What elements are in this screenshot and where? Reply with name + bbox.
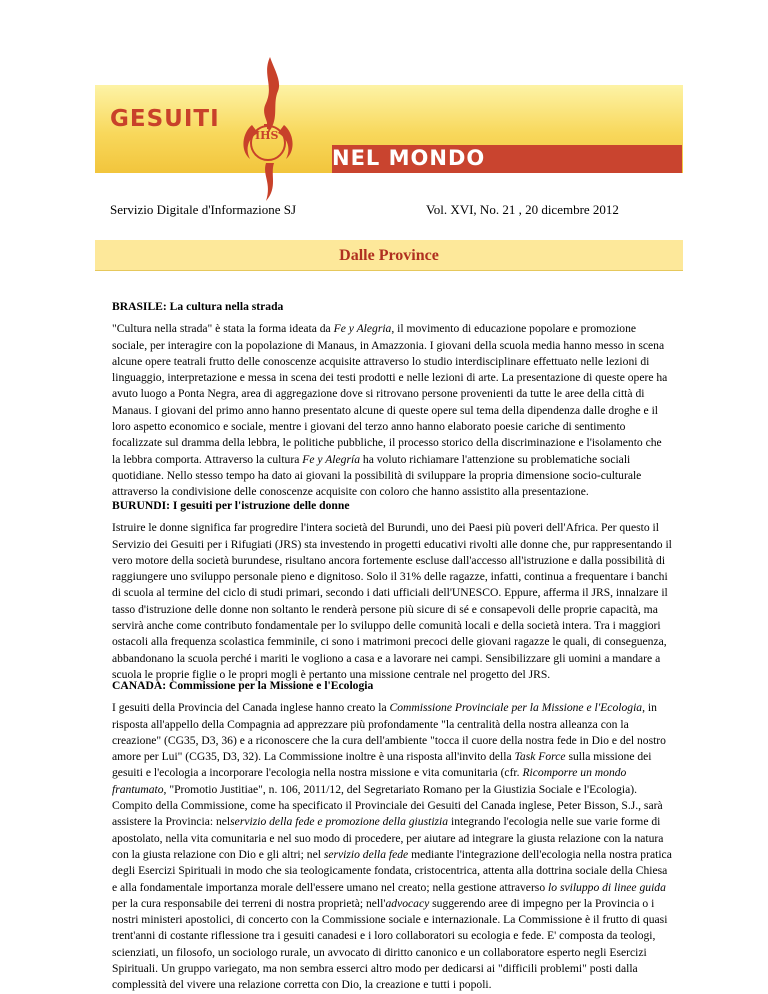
service-name: Servizio Digitale d'Informazione SJ — [110, 202, 297, 217]
article-body: Istruire le donne significa far progredire l'intera società del Burundi, uno dei Paesi più poveri dell'Africa. Per questo il Servizio dei Gesuiti per i Rifugiati (JRS) sta investendo in progetti educativi rivolti alle donne che, pur rappresentando il vero motore della società burundese, risultano ancora fortemente escluse dall'accesso all'istruzione e dalla possibilità di raggiungere uno sviluppo personale pieno e dignitoso. Solo il 31% delle ragazze, infatti, continua a frequentare i banchi di scuola al termine del ciclo di studi primari, secondo i dati ufficiali dell'UNESCO. Eppure, afferma il JRS, innalzare il tasso d'istruzione delle donne non soltanto le renderà persone più sicure di sé e consapevoli delle proprie capacità, ma servirà anche come contributo fondamentale per lo sviluppo delle comunità locali e della società intera. Tra i maggiori ostacoli alla frequenza scolastica femminile, ci sono i matrimoni precoci delle giovani ragazze le quali, di conseguenza, abbandonano la scuola perché i mariti le vogliono a casa e a lavorare nei campi. Sensibilizzare gli uomini a mandare a scuola le proprie figlie o le propri mogli è pertanto una missione centrale nel progetto del JRS. — [112, 521, 672, 681]
ihs-seal-text: IHS — [255, 129, 279, 142]
article-burundi — [112, 498, 672, 683]
article-canada — [112, 678, 672, 994]
brand-nel-mondo-box — [332, 145, 682, 173]
article-title: BURUNDI: I gesuiti per l'istruzione delle donne — [112, 499, 350, 512]
issue-info: Vol. XVI, No. 21 , 20 dicembre 2012 — [426, 202, 619, 217]
brand-nel-mondo: NEL MONDO — [332, 146, 486, 170]
article-brasile — [112, 299, 672, 501]
article-title: CANADA: Commissione per la Missione e l'Ecologia — [112, 679, 374, 692]
section-header — [95, 240, 683, 271]
article-body: "Cultura nella strada" è stata la forma ideata da Fe y Alegria, il movimento di educazione popolare e promozione sociale, per interagire con la popolazione di Manaus, in Amazzonia. I giovani della scuola media hanno messo in scena alcune opere teatrali frutto delle conoscenze acquisite attraverso lo studio interdisciplinare effettuato nelle lezioni di linguaggio, interpretazione e messa in scena dei testi prodotti e nelle lezioni di arte. La presentazione di queste opere ha avuto luogo a Ponta Negra, area di aggregazione dove si ritrovano persone provenienti da tutte le aree della città di Manaus. I giovani del primo anno hanno presentato alcune di queste opere sul tema della dipendenza dalle droghe e il loro aspetto economico e sociale, mentre i giovani del terzo anno hanno elaborato poesie cariche di sentimento focalizzate sul dramma della lebbra, le politiche pubbliche, il processo storico della discriminazione e l'isolamento che la lebbra comporta. Attraverso la cultura Fe y Alegría ha voluto richiamare l'attenzione su problematiche sociali quotidiane. Nello stesso tempo ha dato ai giovani la possibilità di sviluppare la propria dimensione socio-culturale attraverso la condivisione delle conoscenze acquisite con coloro che hanno assistito alla presentazione. — [112, 322, 668, 499]
article-title: BRASILE: La cultura nella strada — [112, 300, 284, 313]
section-title: Dalle Province — [339, 247, 439, 264]
article-body: I gesuiti della Provincia del Canada inglese hanno creato la Commissione Provinciale per la Missione e l'Ecologia, in risposta all'appello della Compagnia ad apprezzare più profondamente "la centralità della nostra alleanza con la creazione" (CG35, D3, 36) e a riconoscere che la cura dell'ambiente "tocca il cuore della nostra fede in Dio e del nostro amore per Lui" (CG35, D3, 32). La Commissione inoltre è una risposta all'invito della Task Force sulla missione dei gesuiti e l'ecologia a incorporare l'ecologia nella nostra missione e vita comunitaria (cfr. Ricomporre un mondo frantumato, "Promotio Justitiae", n. 106, 2011/12, del Segretariato Romano per la Giustizia Sociale e l'Ecologia). Compito della Commissione, come ha specificato il Provinciale dei Gesuiti del Canada inglese, Peter Bisson, S.J., sarà assistere la Provincia: nelservizio della fede e promozione della giustizia integrando l'ecologia nelle sue varie forme di apostolato, nella vita comunitaria e nel suo modo di procedere, per aiutare ad integrare la giusta relazione con la natura con la giusta relazione con Dio e gli altri; nel servizio della fede mediante l'integrazione dell'ecologia nella nostra pratica degli Esercizi Spirituali in modo che sia teologicamente fondata, cristocentrica, attenta alla dottrina sociale della Chiesa e alla fondamentale importanza morale dell'essere umano nel creato; nella gestione attraverso lo sviluppo di linee guida per la cura responsabile dei terreni di nostra proprietà; nell'advocacy suggerendo aree di impegno per la Provincia o i nostri ministeri apostolici, di concerto con la Commissione sociale e internazionale. La Commissione è il frutto di quasi trent'anni di costante riflessione tra i gesuiti canadesi e i loro collaboratori su ecologia e fede. E' composta da teologi, scienziati, un filosofo, un sociologo rurale, un avvocato di diritto canonico e un collaboratore esperto negli Esercizi Spirituali. Un gruppo variegato, ma non sembra esserci altro modo per dedicarsi ai "difficili problemi" posti dalla complessità del vivere una relazione corretta con Dio, la creazione e tutti i popoli. — [112, 701, 672, 992]
brand-gesuiti: GESUITI — [110, 106, 220, 132]
